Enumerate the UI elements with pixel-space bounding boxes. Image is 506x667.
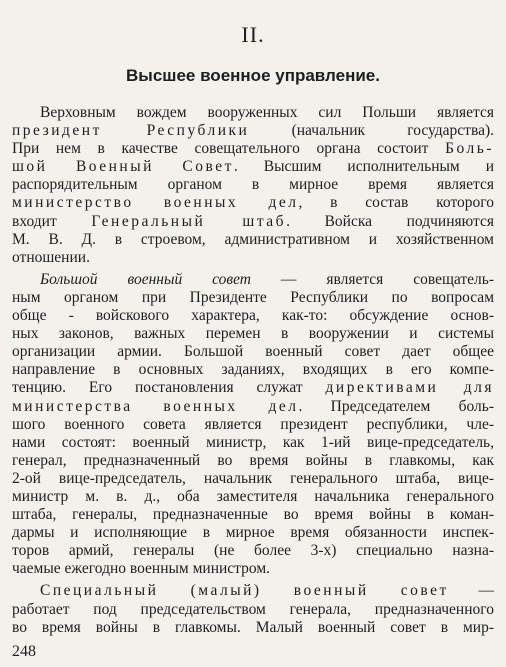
text-run: чаемые ежегодно военным министром. [12, 560, 271, 578]
text-run: входит [12, 212, 92, 230]
text-run: Верховным вождем вооруженных сил Польши является [40, 104, 494, 121]
spaced-emphasis: шой Военный Совет [12, 158, 234, 176]
text-line [12, 104, 494, 122]
text-line [12, 158, 494, 176]
text-line [12, 506, 494, 524]
text-line [12, 213, 494, 231]
spaced-emphasis: Генеральный штаб [91, 212, 287, 230]
chapter-number: II. [241, 22, 265, 47]
text-run: штаба, генералы, предназначенные во время войны в коман- [12, 506, 494, 524]
spaced-emphasis: министерства военных дел [12, 397, 299, 415]
text-run: При нем в качестве совещательного органа состоит [12, 140, 446, 158]
text-line [12, 271, 494, 289]
text-run: министр м. в. д., оба заместителя начальника генерального [12, 487, 494, 505]
spaced-emphasis: Специальный (малый) военный совет [40, 582, 449, 600]
text-line [12, 470, 494, 488]
text-run: распорядительным органом в мирное время является [12, 176, 494, 194]
text-line [12, 379, 494, 397]
text-line [12, 542, 494, 560]
text-run: тенцию. Его постановления служат [12, 379, 326, 397]
text-run: (начальник государства). [249, 122, 494, 140]
spaced-emphasis: президент Республики [12, 122, 250, 140]
text-line [12, 361, 494, 379]
text-line [12, 307, 494, 325]
spaced-emphasis: Боль- [445, 140, 494, 158]
text-line [12, 325, 494, 343]
text-line [12, 343, 494, 361]
text-run: . Председателем боль- [298, 397, 494, 415]
text-run: ным органом при Президенте Республики по вопросам [12, 288, 494, 306]
text-run: торов армий, генералы (не более 3-х) специально назна- [12, 542, 494, 560]
text-line [12, 452, 494, 470]
text-run: , в состав которого [298, 194, 494, 212]
text-line [12, 416, 494, 434]
text-run: организации армии. Большой военный совет дает общее [12, 343, 494, 361]
text-run: — является совещатель- [251, 270, 495, 288]
text-line [12, 619, 494, 637]
italic-term: Большой военный совет [40, 270, 251, 288]
text-run: шого военного совета является президент республики, чле- [12, 415, 494, 433]
text-line [12, 601, 494, 619]
text-run: дармы и исполняющие в мирное время обязанности инспек- [12, 524, 494, 542]
text-run: . Войска подчиняются [286, 212, 494, 230]
page-number: 248 [12, 643, 36, 660]
text-line [12, 560, 494, 578]
text-line [12, 289, 494, 307]
text-line [12, 231, 494, 249]
text-line [12, 122, 494, 140]
text-run: нами состоят: военный министр, как 1-ий вице-председатель, [12, 433, 494, 451]
text-run: во время войны в главкомы. Малый военный совет в мир- [12, 618, 494, 636]
text-line [12, 524, 494, 542]
text-run: направление в основных заданиях, входящих в его компе- [12, 361, 494, 379]
text-run: ных законов, важных перемен в вооружении и системы [12, 325, 494, 343]
text-line [12, 194, 494, 212]
text-run: — [448, 582, 494, 600]
text-run: работает под председательством генерала, предназначенного [12, 600, 494, 618]
text-run: обще - войскового характера, как-то: обсуждение основ- [12, 307, 494, 325]
section-heading: Высшее военное управление. [126, 66, 380, 85]
body-text [12, 104, 494, 637]
text-line [12, 176, 494, 194]
text-line [12, 249, 494, 267]
text-run: генерал, предназначенный во время войны в главкомы, как [12, 451, 494, 469]
text-run: М. В. Д. в строевом, административном и хозяйственном [12, 230, 494, 248]
text-line [12, 434, 494, 452]
text-run: . Высшим исполнительным и [233, 158, 495, 176]
spaced-emphasis: министерство военных дел [12, 194, 299, 212]
text-line [12, 488, 494, 506]
spaced-emphasis: директивами для [325, 379, 494, 397]
text-line [12, 398, 494, 416]
text-line [12, 140, 494, 158]
text-run: отношении. [12, 248, 90, 266]
text-line [12, 582, 494, 600]
text-run: 2-ой вице-председатель, начальник генерального штаба, вице- [12, 469, 494, 487]
